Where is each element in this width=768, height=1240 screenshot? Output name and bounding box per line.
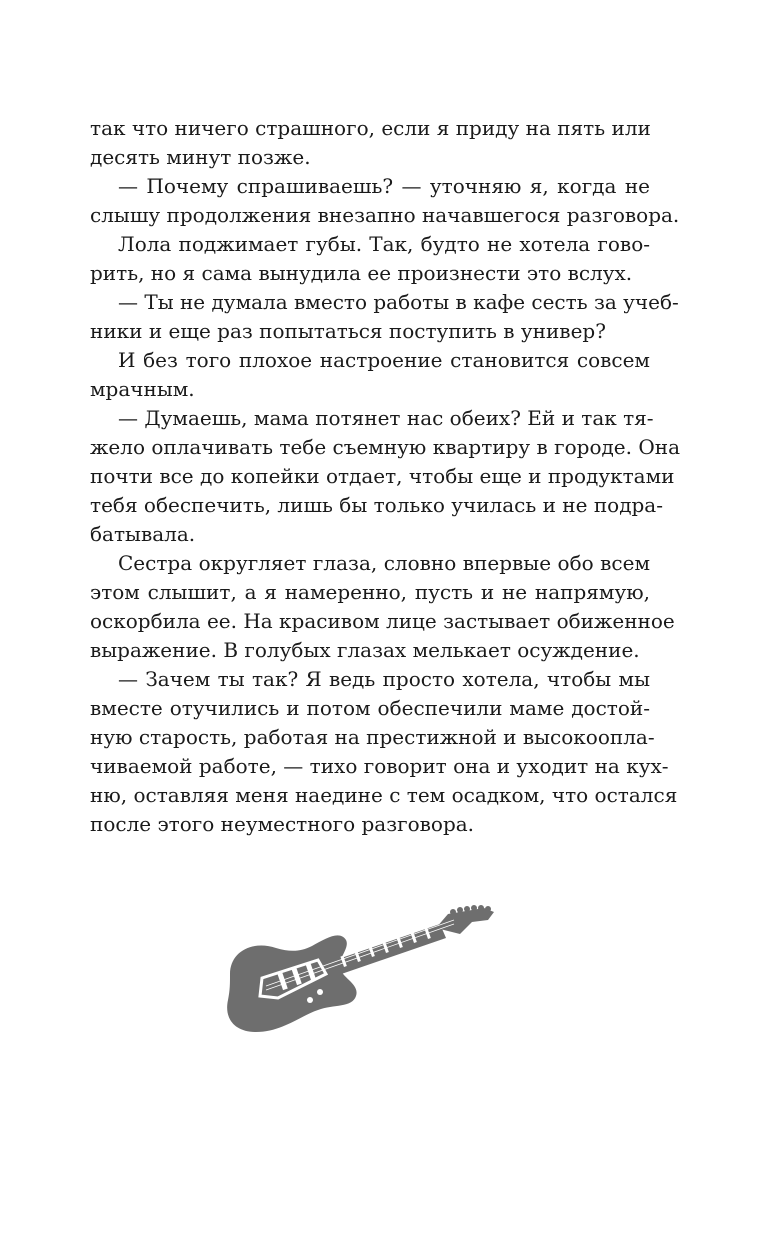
text-line: Лола поджимает губы. Так, будто не хотела гово-	[118, 232, 650, 256]
text-line: И без того плохое настроение становится совсем	[118, 348, 650, 372]
text-line: ники и еще раз попытаться поступить в универ?	[90, 319, 606, 343]
text-line: вместе отучились и потом обеспечили маме достой-	[90, 696, 650, 720]
text-line: — Зачем ты так? Я ведь просто хотела, чтобы мы	[118, 667, 650, 691]
text-line: чиваемой работе, — тихо говорит она и уходит на кух-	[90, 754, 669, 778]
text-line: почти все до копейки отдает, чтобы еще и продуктами	[90, 464, 675, 488]
text-line: — Почему спрашиваешь? — уточняю я, когда не	[118, 174, 650, 198]
text-line: выражение. В голубых глазах мелькает осуждение.	[90, 638, 640, 662]
text-line: — Ты не думала вместо работы в кафе сесть за учеб-	[118, 290, 679, 314]
text-line: так что ничего страшного, если я приду на пять или	[90, 116, 651, 140]
electric-guitar-icon	[222, 900, 498, 1040]
text-line: слышу продолжения внезапно начавшегося разговора.	[90, 203, 680, 227]
text-line: ню, оставляя меня наедине с тем осадком, что остался	[90, 783, 678, 807]
text-line: тебя обеспечить, лишь бы только училась и не подра-	[90, 493, 663, 517]
text-line: Сестра округляет глаза, словно впервые обо всем	[118, 551, 650, 575]
text-line: ную старость, работая на престижной и высокоопла-	[90, 725, 655, 749]
text-line: батывала.	[90, 522, 196, 546]
text-line: — Думаешь, мама потянет нас обеих? Ей и так тя-	[118, 406, 654, 430]
text-line: этом слышит, а я намеренно, пусть и не напрямую,	[90, 580, 650, 604]
text-line: после этого неуместного разговора.	[90, 812, 475, 836]
body-text	[90, 114, 681, 839]
text-line: рить, но я сама вынудила ее произнести это вслух.	[90, 261, 633, 285]
text-line: мрачным.	[90, 377, 195, 401]
text-line: оскорбила ее. На красивом лице застывает обиженное	[90, 609, 675, 633]
text-line: десять минут позже.	[90, 145, 311, 169]
text-line: жело оплачивать тебе съемную квартиру в городе. Она	[90, 435, 681, 459]
